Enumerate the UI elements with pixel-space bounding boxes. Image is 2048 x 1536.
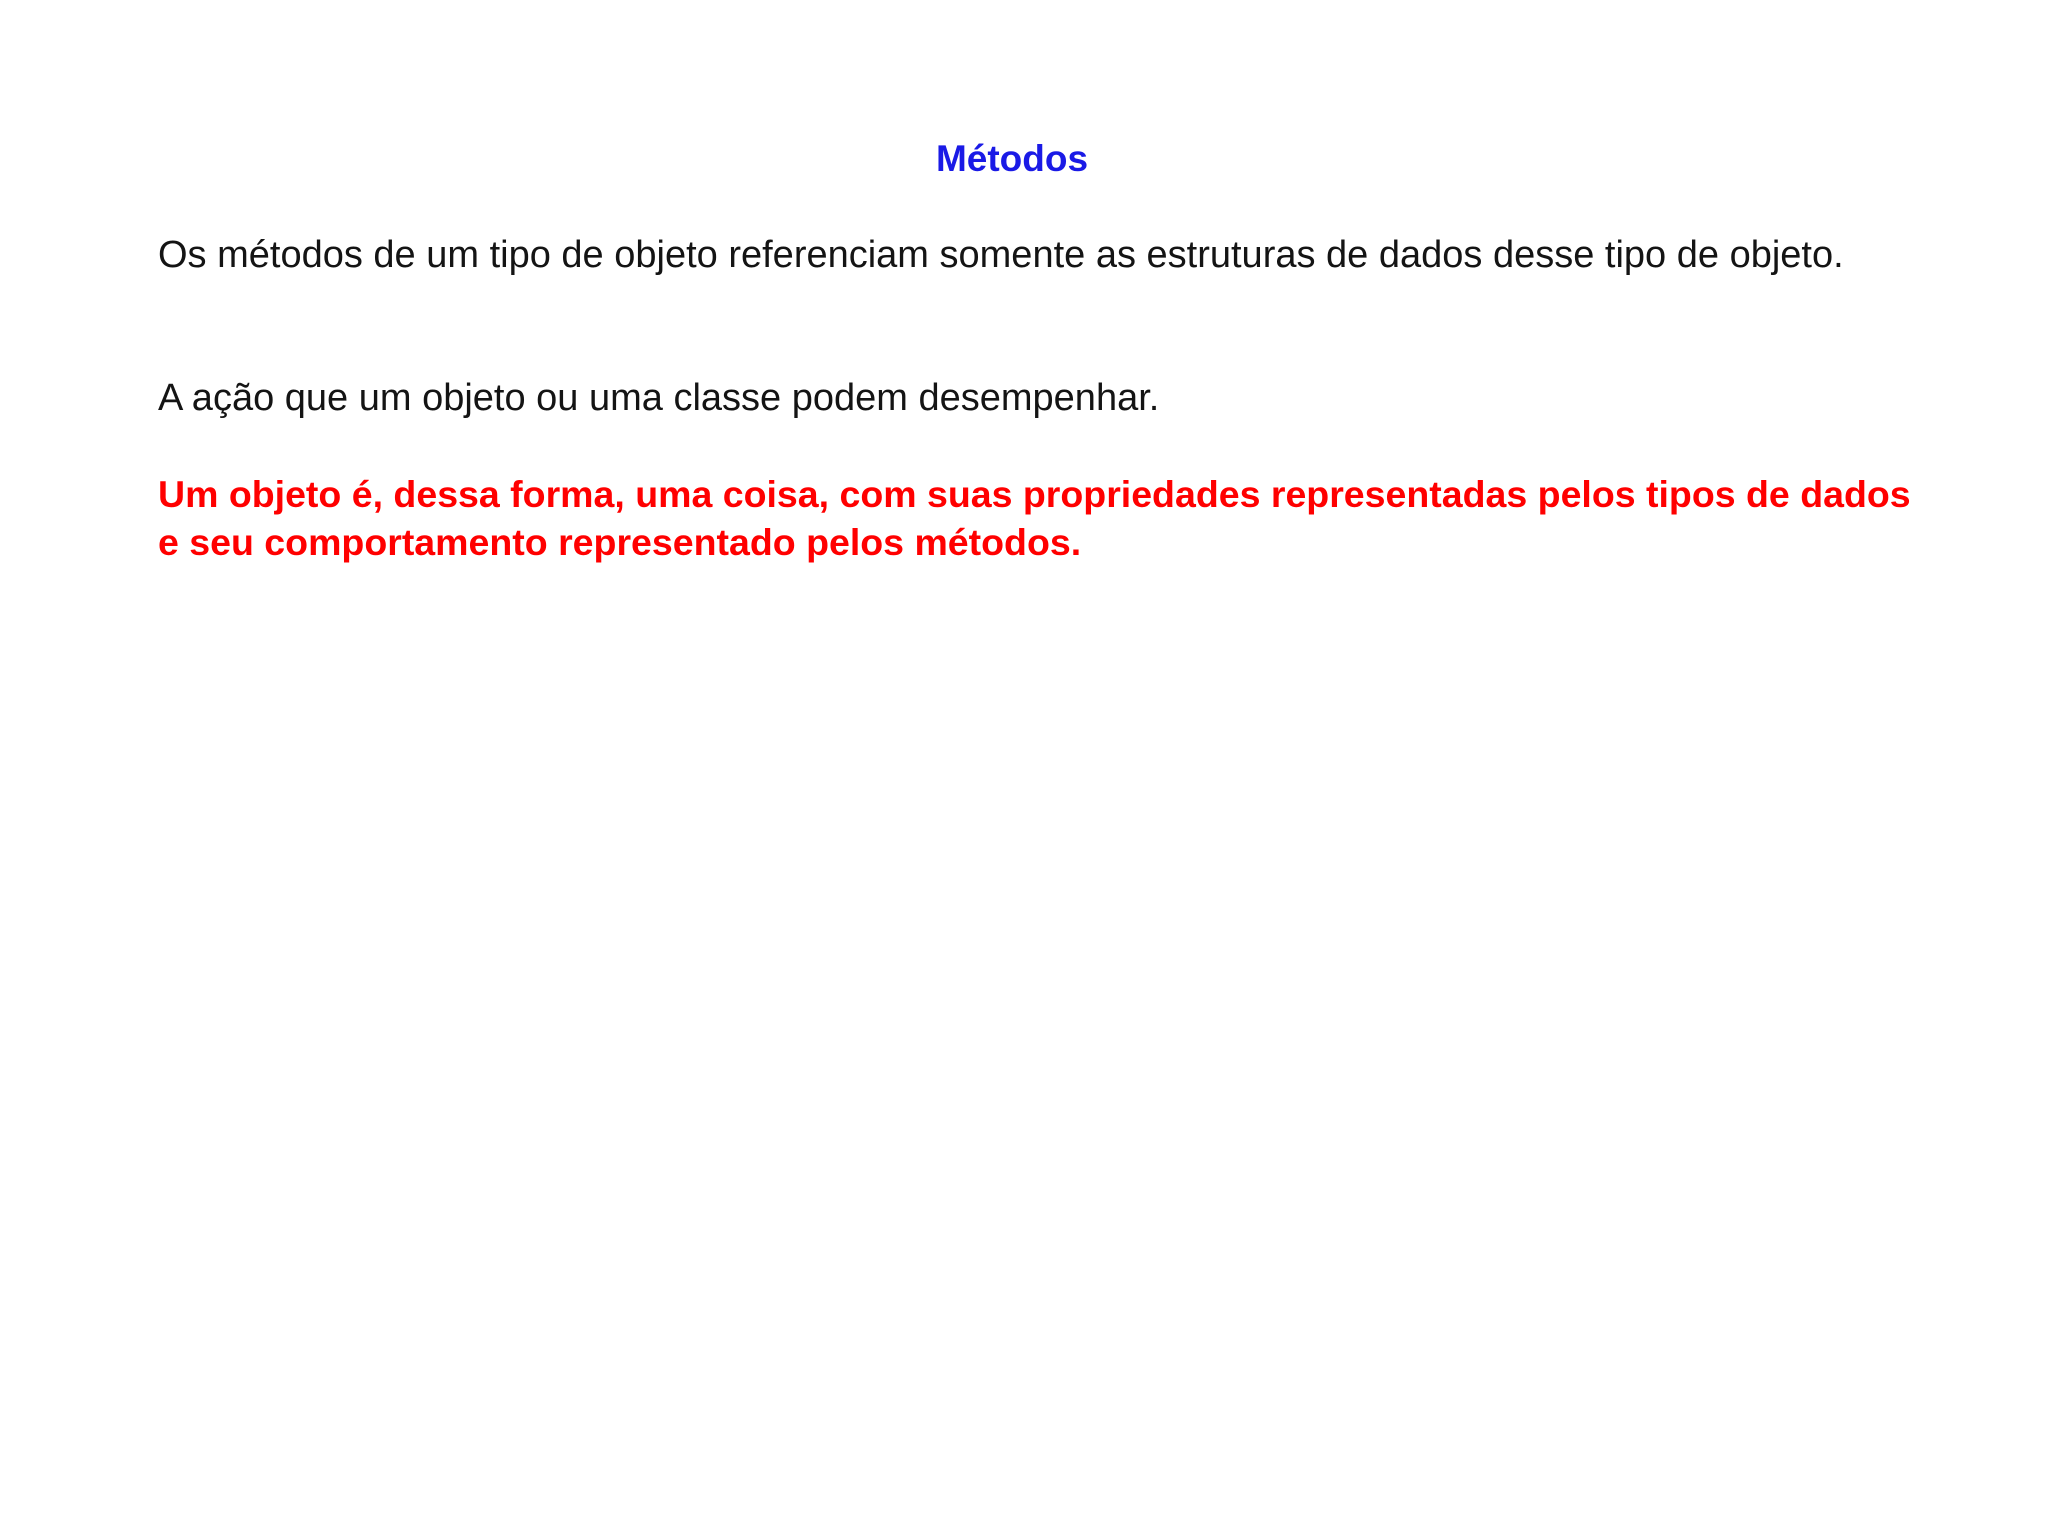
slide-title: Métodos — [935, 138, 1089, 179]
paragraph-definition: Os métodos de um tipo de objeto referenciam somente as estruturas de dados desse tipo de objeto. — [158, 234, 1844, 276]
paragraph-action: A ação que um objeto ou uma classe podem desempenhar. — [158, 377, 1160, 419]
paragraph-highlight: Um objeto é, dessa forma, uma coisa, com suas propriedades representadas pelos tipos de dados e seu comportamento representado pelos métodos. — [158, 473, 1911, 563]
